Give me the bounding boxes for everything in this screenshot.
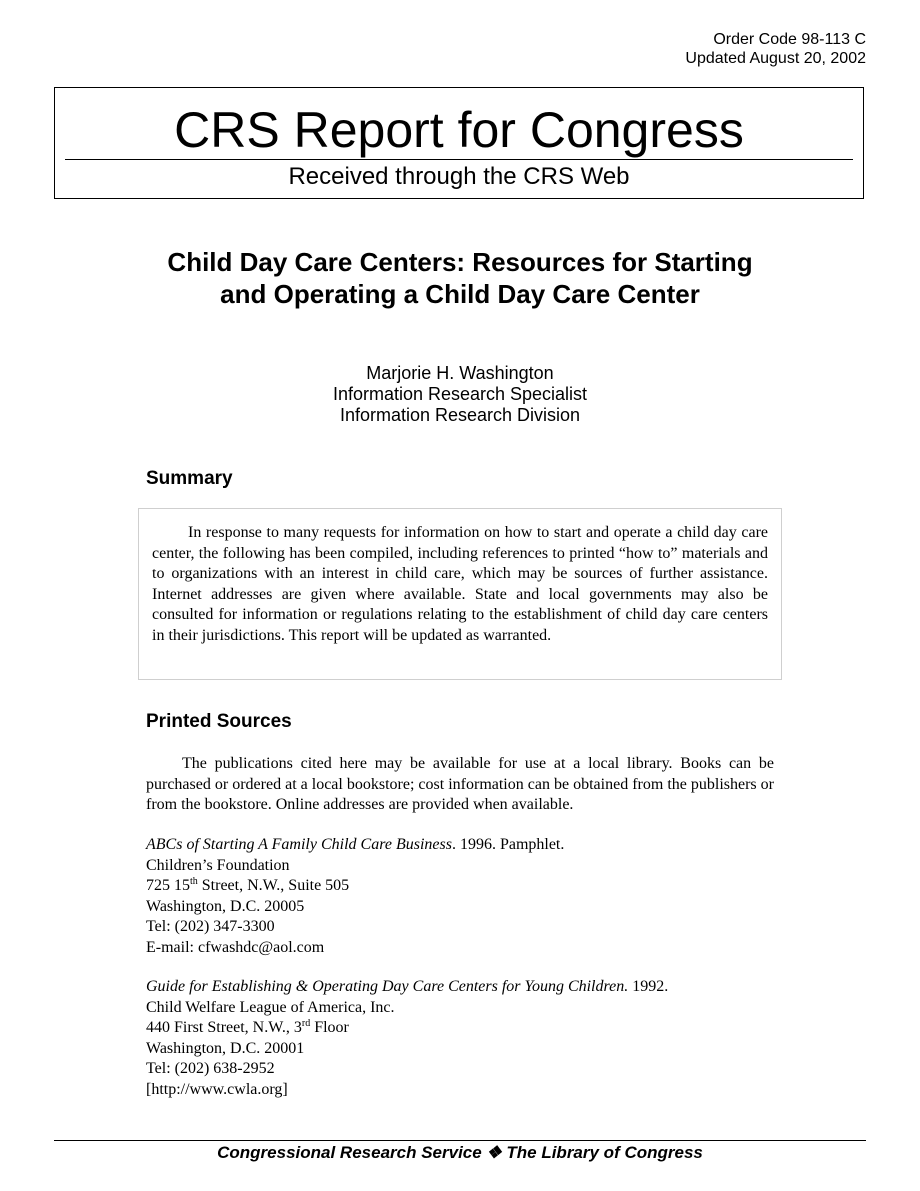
summary-heading: Summary [146, 468, 233, 489]
source-title-line [146, 977, 774, 998]
address-rest: Street, N.W., Suite 505 [197, 877, 350, 894]
source-city: Washington, D.C. 20001 [146, 1039, 305, 1057]
updated-date: Updated August 20, 2002 [685, 50, 866, 67]
footer-text: Congressional Research Service ❖ The Library of Congress [217, 1143, 703, 1162]
address-ordinal: rd [301, 1018, 311, 1029]
author-title: Information Research Specialist [332, 384, 588, 404]
author-block [160, 363, 760, 426]
header-subtitle: Received through the CRS Web [288, 163, 630, 190]
source-details: 1992. [628, 978, 669, 995]
order-code-block [685, 30, 866, 68]
report-header-box [54, 87, 864, 199]
address-number: 440 First Street, N.W., 3 [146, 1019, 302, 1036]
source-city: Washington, D.C. 20005 [146, 897, 305, 915]
source-organization: Children’s Foundation [146, 856, 290, 874]
source-details: . 1996. Pamphlet. [451, 836, 565, 853]
author-division: Information Research Division [339, 405, 581, 425]
header-divider [65, 159, 853, 160]
address-ordinal: th [190, 876, 198, 887]
source-address [146, 1018, 774, 1039]
source-email: E-mail: cfwashdc@aol.com [146, 938, 325, 956]
footer-divider [54, 1140, 866, 1141]
summary-text: In response to many requests for information on how to start and operate a child day care center, the following has been compiled, including references to printed “how to” materials and to organizations with an interest in child care, which may be sources of further assistance. Internet addresses are given where available. State and local governments may also be consulted for information or regulations relating to the establishment of child day care centers in their jurisdictions. This report will be updated as warranted. [152, 524, 768, 644]
source-entry [146, 835, 774, 958]
report-title: Child Day Care Centers: Resources for Starting and Operating a Child Day Care Center [167, 247, 753, 309]
printed-sources-intro: The publications cited here may be available for use at a local library. Books can be purchased or ordered at a local bookstore; cost information can be obtained from the publishers or from the bookstore. Online addresses are provided when available. [146, 755, 774, 813]
source-title: Guide for Establishing & Operating Day Care Centers for Young Children. [146, 978, 629, 995]
header-title: CRS Report for Congress [174, 102, 744, 158]
source-entry [146, 977, 774, 1100]
address-rest: Floor [310, 1019, 349, 1036]
source-address [146, 876, 774, 897]
source-phone: Tel: (202) 347-3300 [146, 918, 275, 935]
source-url[interactable]: [http://www.cwla.org] [146, 1080, 288, 1098]
source-phone: Tel: (202) 638-2952 [146, 1060, 275, 1077]
source-organization: Child Welfare League of America, Inc. [146, 998, 395, 1016]
order-code: Order Code 98-113 C [713, 31, 866, 48]
source-title: ABCs of Starting A Family Child Care Business [146, 836, 452, 853]
author-name: Marjorie H. Washington [366, 363, 554, 383]
source-title-line [146, 835, 774, 856]
printed-sources-heading: Printed Sources [146, 711, 292, 732]
address-number: 725 15 [146, 877, 190, 894]
summary-box [138, 508, 782, 680]
